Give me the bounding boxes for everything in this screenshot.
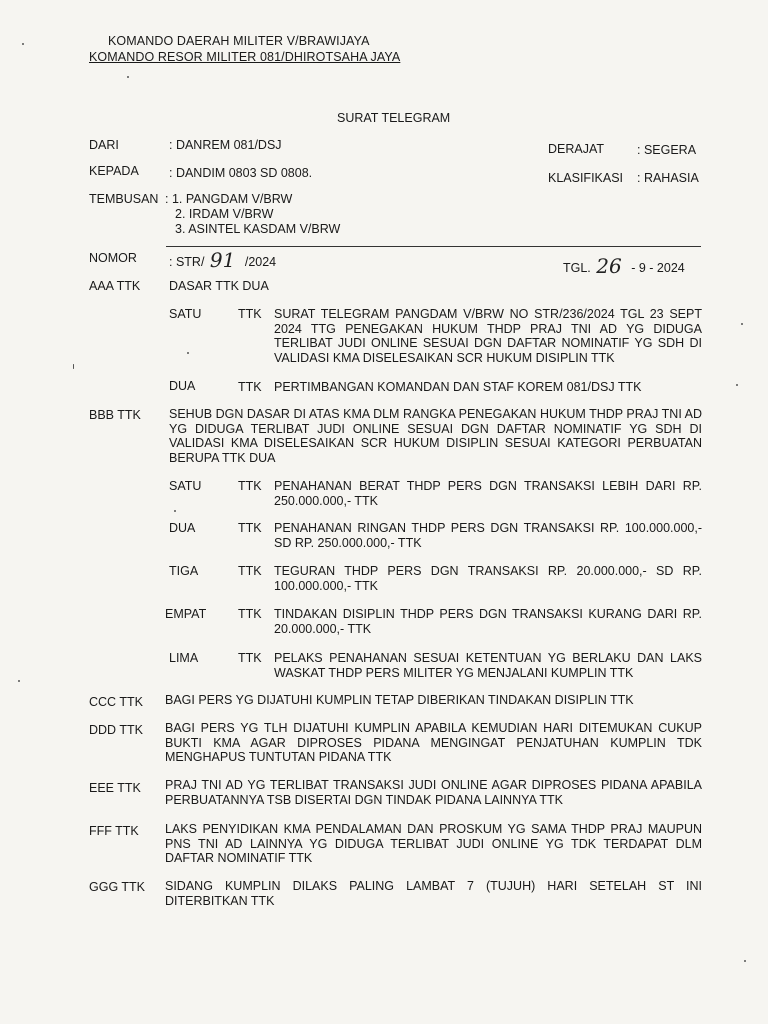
- bbb-item-ttk: TTK: [238, 607, 262, 621]
- scan-speck: [736, 384, 738, 386]
- scan-speck: [187, 352, 189, 354]
- eee-label: EEE TTK: [89, 781, 141, 795]
- derajat-label: DERAJAT: [548, 142, 605, 156]
- nomor-label: NOMOR: [89, 251, 137, 265]
- scan-speck: [73, 364, 74, 369]
- bbb-item-label: TIGA: [169, 564, 199, 578]
- tgl-value: [563, 254, 685, 278]
- klasifikasi-value: : RAHASIA: [637, 171, 699, 185]
- ccc-label: CCC TTK: [89, 695, 143, 709]
- dari-value: : DANREM 081/DSJ: [169, 138, 282, 152]
- bbb-item-label: LIMA: [169, 651, 199, 665]
- bbb-item-ttk: TTK: [238, 479, 262, 493]
- aaa-satu-label: SATU: [169, 307, 202, 321]
- bbb-item-ttk: TTK: [238, 521, 262, 535]
- tgl-label: TGL.: [563, 261, 591, 275]
- kepada-label: KEPADA: [89, 164, 139, 178]
- nomor-value: [169, 248, 277, 272]
- aaa-dua-ttk: TTK: [238, 380, 262, 394]
- ccc-text: BAGI PERS YG DIJATUHI KUMPLIN TETAP DIBERIKAN TINDAKAN DISIPLIN TTK: [165, 693, 634, 707]
- aaa-satu-ttk: TTK: [238, 307, 262, 321]
- scan-speck: [127, 76, 129, 78]
- nomor-handwritten: 91: [209, 248, 236, 272]
- aaa-satu-text: SURAT TELEGRAM PANGDAM V/BRW NO STR/236/2024 TGL 23 SEPT 2024 TTG PENEGAKAN HUKUM THDP PRAJ TNI AD YG DIDUGA TERLIBAT JUDI ONLINE SESUAI DGN DAFTAR NOMINATIF YG SDH DI VALIDASI KMA DISELESAIKAN SCR HUKUM DISIPLIN TTK: [274, 307, 702, 365]
- bbb-item-label: DUA: [169, 521, 196, 535]
- tembusan-label: TEMBUSAN: [89, 192, 159, 206]
- tembusan-item: 2. IRDAM V/BRW: [175, 207, 274, 221]
- klasifikasi-label: KLASIFIKASI: [548, 171, 624, 185]
- scan-speck: [18, 680, 20, 682]
- bbb-item-text: TINDAKAN DISIPLIN THDP PERS DGN TRANSAKSI KURANG DARI RP. 20.000.000,- TTK: [274, 607, 702, 636]
- ddd-text: BAGI PERS YG TLH DIJATUHI KUMPLIN APABILA KEMUDIAN HARI DITEMUKAN CUKUP BUKTI KMA AGAR DIPROSES PIDANA MENGINGAT PENJATUHAN KUMPLIN TDK MENGHAPUS TUNTUTAN PIDANA TTK: [165, 721, 702, 764]
- nomor-suffix: /2024: [244, 255, 277, 269]
- ggg-label: GGG TTK: [89, 880, 146, 894]
- bbb-item-text: PENAHANAN BERAT THDP PERS DGN TRANSAKSI LEBIH DARI RP. 250.000.000,- TTK: [274, 479, 702, 508]
- bbb-item-text: TEGURAN THDP PERS DGN TRANSAKSI RP. 20.000.000,- SD RP. 100.000.000,- TTK: [274, 564, 702, 593]
- scan-speck: [22, 43, 24, 45]
- fff-text: LAKS PENYIDIKAN KMA PENDALAMAN DAN PROSKUM YG SAMA THDP PRAJ MAUPUN PNS TNI AD LAINNYA YG DIDUGA TERLIBAT JUDI ONLINE YG TDK TERDAPAT DLM DAFTAR NOMINATIF TTK: [165, 822, 702, 865]
- aaa-dua-label: DUA: [169, 379, 196, 393]
- scan-speck: [744, 960, 746, 962]
- aaa-label: AAA TTK: [89, 279, 141, 293]
- tembusan-item: 3. ASINTEL KASDAM V/BRW: [175, 222, 341, 236]
- eee-text: PRAJ TNI AD YG TERLIBAT TRANSAKSI JUDI ONLINE AGAR DIPROSES PIDANA APABILA PERBUATANNYA TSB DISERTAI DGN TINDAK PIDANA LAINNYA TTK: [165, 778, 702, 807]
- aaa-text: DASAR TTK DUA: [169, 279, 269, 293]
- bbb-item-label: EMPAT: [165, 607, 207, 621]
- bbb-item-text: PENAHANAN RINGAN THDP PERS DGN TRANSAKSI RP. 100.000.000,- SD RP. 250.000.000,- TTK: [274, 521, 702, 550]
- nomor-prefix: : STR/: [169, 255, 205, 269]
- scan-speck: [174, 510, 176, 512]
- ddd-label: DDD TTK: [89, 723, 143, 737]
- tgl-handwritten: 26: [596, 254, 622, 278]
- bbb-item-ttk: TTK: [238, 651, 262, 665]
- document-title: SURAT TELEGRAM: [337, 111, 451, 125]
- header-line-2: KOMANDO RESOR MILITER 081/DHIROTSAHA JAYA: [89, 50, 401, 64]
- bbb-item-label: SATU: [169, 479, 202, 493]
- tembusan-item: : 1. PANGDAM V/BRW: [165, 192, 293, 206]
- bbb-item-text: PELAKS PENAHANAN SESUAI KETENTUAN YG BERLAKU DAN LAKS WASKAT THDP PERS MILITER YG MENJALANI KUMPLIN TTK: [274, 651, 702, 680]
- header-line-1: KOMANDO DAERAH MILITER V/BRAWIJAYA: [108, 34, 370, 48]
- bbb-text: SEHUB DGN DASAR DI ATAS KMA DLM RANGKA PENEGAKAN HUKUM THDP PRAJ TNI AD YG DIDUGA TERLIBAT JUDI ONLINE SESUAI DGN DAFTAR NOMINATIF YG SDH DI VALIDASI KMA DISELESAIKAN SCR HUKUM DISIPLIN SESUAI KATEGORI PERBUATAN BERUPA TTK DUA: [169, 407, 702, 465]
- tgl-rest: - 9 - 2024: [631, 261, 685, 275]
- dari-label: DARI: [89, 138, 119, 152]
- scan-speck: [741, 323, 743, 325]
- kepada-value: : DANDIM 0803 SD 0808.: [169, 166, 313, 180]
- aaa-dua-text: PERTIMBANGAN KOMANDAN DAN STAF KOREM 081/DSJ TTK: [274, 380, 642, 394]
- bbb-item-ttk: TTK: [238, 564, 262, 578]
- bbb-label: BBB TTK: [89, 408, 141, 422]
- header-divider: [166, 246, 701, 247]
- derajat-value: : SEGERA: [637, 143, 697, 157]
- ggg-text: SIDANG KUMPLIN DILAKS PALING LAMBAT 7 (TUJUH) HARI SETELAH ST INI DITERBITKAN TTK: [165, 879, 702, 908]
- fff-label: FFF TTK: [89, 824, 139, 838]
